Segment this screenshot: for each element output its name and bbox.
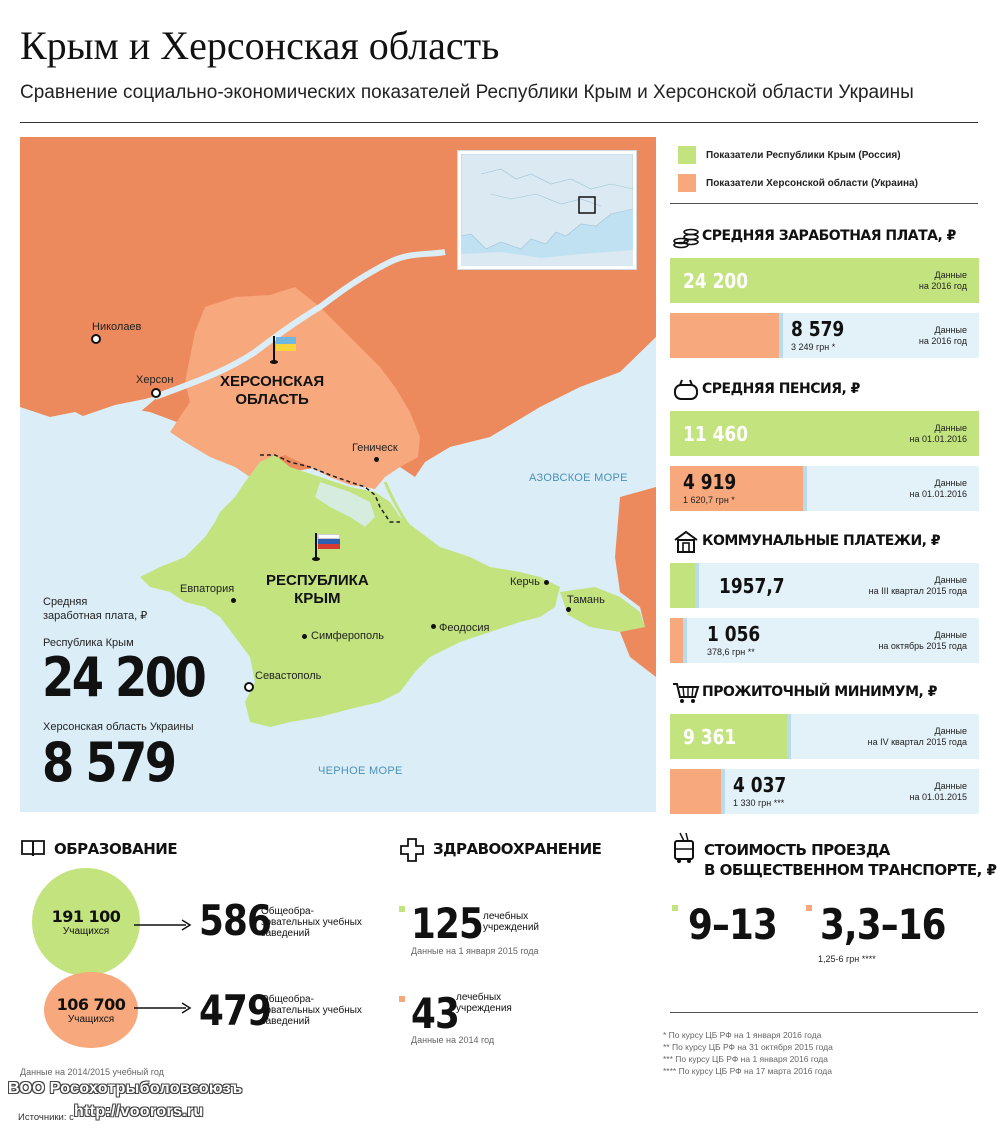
city-label-kerch: Керчь <box>510 576 540 588</box>
health-kherson-bullet <box>399 996 405 1002</box>
transport-title-line1: СТОИМОСТЬ ПРОЕЗДА <box>704 841 890 859</box>
bar-sub-kherson: 1 620,7 грн * <box>683 495 735 505</box>
inset-map <box>457 150 637 270</box>
indicator-bar-kherson <box>670 313 979 358</box>
education-crimea-schools-label: Общеобра-зовательных учебных заведений <box>261 906 362 939</box>
indicator-bar-crimea <box>670 714 979 759</box>
bar-note-line2: на 01.01.2016 <box>909 489 967 499</box>
indicator-bar-crimea <box>670 411 979 456</box>
transport-divider <box>670 1012 978 1013</box>
bar-note-line2: на октябрь 2015 года <box>878 641 967 651</box>
bar-edge <box>695 563 699 608</box>
bar-note-crimea <box>919 270 967 292</box>
bar-value-crimea: 1957,7 <box>719 574 785 598</box>
page-subtitle: Сравнение социально-экономических показателей Республики Крым и Херсонской области Украины <box>20 82 914 103</box>
legend-text-crimea: Показатели Республики Крым (Россия) <box>706 150 901 161</box>
indicator-bar-crimea <box>670 258 979 303</box>
russia-flag-icon <box>315 533 341 559</box>
bar-fill-kherson <box>670 769 721 814</box>
bar-note-line1: Данные <box>934 726 967 736</box>
transport-title-line2: В ОБЩЕСТВЕННОМ ТРАНСПОРТЕ, ₽ <box>704 861 997 879</box>
bar-fill-crimea <box>670 563 695 608</box>
education-kherson-students-label: Учащихся <box>67 1014 115 1025</box>
arrow-icon <box>134 1002 192 1014</box>
legend-text-kherson: Показатели Херсонской области (Украина) <box>706 178 918 189</box>
bar-value-crimea: 9 361 <box>683 725 737 749</box>
indicator-title: СРЕДНЯЯ ПЕНСИЯ, ₽ <box>702 381 860 397</box>
city-label-evpatoria: Евпатория <box>180 583 235 595</box>
overlay-crimea-value: 24 200 <box>42 646 205 709</box>
bar-note-kherson <box>919 325 967 347</box>
page-title: Крым и Херсонская область <box>20 23 500 68</box>
education-kherson-schools-label: Общеобра-зовательных учебных заведений <box>261 994 362 1027</box>
transport-title <box>704 840 996 880</box>
bar-note-line2: на 2016 год <box>918 336 967 346</box>
bar-sub-kherson: 378,6 грн ** <box>707 647 755 657</box>
indicator-title: СРЕДНЯЯ ЗАРАБОТНАЯ ПЛАТА, ₽ <box>702 228 956 244</box>
city-marker-feodosia <box>431 624 436 629</box>
region-label-crimea <box>266 572 369 608</box>
bar-note-line2: на III квартал 2015 года <box>868 586 967 596</box>
city-label-simferopol: Симферополь <box>311 630 385 642</box>
watermark-line1: ВОО Росохотрыболовсоюзъ <box>8 1080 243 1097</box>
city-label-genichesk: Геническ <box>352 442 398 454</box>
bar-edge <box>779 313 783 358</box>
overlay-kherson-label: Херсонская область Украины <box>43 721 194 733</box>
bar-note-kherson <box>878 630 967 652</box>
health-crimea-value: 125 <box>411 899 483 948</box>
city-label-kherson: Херсон <box>136 374 174 386</box>
region-label-kherson-line2: ОБЛАСТЬ <box>235 391 309 408</box>
medical-cross-icon <box>399 837 425 863</box>
city-marker-nikolaev <box>91 334 101 344</box>
sources: Источники: с <box>18 1112 74 1123</box>
region-label-kherson <box>220 373 324 409</box>
bar-note-line2: на 01.01.2015 <box>909 792 967 802</box>
overlay-kherson-value: 8 579 <box>42 731 175 794</box>
transport-crimea-value: 9–13 <box>688 900 777 949</box>
bar-note-line2: на 01.01.2016 <box>909 434 967 444</box>
region-label-kherson-line1: ХЕРСОНСКАЯ <box>220 373 325 390</box>
city-marker-kerch <box>544 580 549 585</box>
region-label-crimea-line2: КРЫМ <box>294 590 341 607</box>
bar-value-crimea: 24 200 <box>683 269 749 293</box>
bar-edge <box>683 618 687 663</box>
health-kherson-label: лечебных учреждения <box>456 992 512 1014</box>
bar-fill-kherson <box>670 313 779 358</box>
bar-edge <box>787 714 791 759</box>
transport-kherson-bullet <box>806 905 812 911</box>
indicator-bar-kherson <box>670 769 979 814</box>
map <box>20 137 656 812</box>
education-note: Данные на 2014/2015 учебный год <box>20 1067 164 1077</box>
bar-note-line2: на IV квартал 2015 года <box>867 737 967 747</box>
indicator-title: ПРОЖИТОЧНЫЙ МИНИМУМ, ₽ <box>702 684 937 700</box>
bar-note-crimea <box>869 575 967 597</box>
city-marker-kherson <box>151 388 161 398</box>
footnote-4: **** По курсу ЦБ РФ на 17 марта 2016 года <box>663 1066 832 1076</box>
bar-value-kherson: 8 579 <box>791 317 845 341</box>
city-marker-evpatoria <box>231 598 236 603</box>
bar-value-kherson: 4 919 <box>683 470 737 494</box>
education-kherson-students: 106 700 <box>56 995 126 1014</box>
bar-note-line1: Данные <box>934 423 967 433</box>
kuban-coast <box>615 487 656 677</box>
bar-edge <box>721 769 725 814</box>
bar-value-kherson: 1 056 <box>707 622 761 646</box>
bar-note-line1: Данные <box>934 630 967 640</box>
education-crimea-schools: 586 <box>199 896 271 945</box>
bar-note-line1: Данные <box>934 325 967 335</box>
house-icon <box>672 530 698 552</box>
education-title: ОБРАЗОВАНИЕ <box>54 840 178 858</box>
header-divider <box>20 122 978 123</box>
sea-label-black: ЧЕРНОЕ МОРЕ <box>318 765 403 777</box>
footnote-1: * По курсу ЦБ РФ на 1 января 2016 года <box>663 1030 822 1040</box>
city-marker-sevastopol <box>244 682 254 692</box>
coins-icon <box>672 225 698 247</box>
bar-note-line2: на 2016 год <box>918 281 967 291</box>
overlay-crimea-label: Республика Крым <box>43 637 134 649</box>
indicator-bar-kherson <box>670 466 979 511</box>
city-marker-genichesk <box>374 457 379 462</box>
bar-value-crimea: 11 460 <box>683 422 749 446</box>
sea-label-azov: АЗОВСКОЕ МОРЕ <box>529 472 628 484</box>
transport-crimea-bullet <box>672 905 678 911</box>
health-title: ЗДРАВООХРАНЕНИЕ <box>433 840 602 858</box>
health-kherson-value: 43 <box>411 989 459 1038</box>
bar-edge <box>803 466 807 511</box>
city-marker-taman <box>566 607 571 612</box>
region-label-crimea-line1: РЕСПУБЛИКА <box>266 572 369 589</box>
bar-note-crimea <box>909 423 967 445</box>
city-marker-simferopol <box>302 634 307 639</box>
book-icon <box>20 838 46 858</box>
bar-note-line1: Данные <box>934 575 967 585</box>
health-crimea-label: лечебных учреждений <box>483 911 540 933</box>
overlay-caption-line1: Средняя <box>43 596 88 608</box>
overlay-caption <box>43 595 147 623</box>
indicator-bar-crimea <box>670 563 979 608</box>
bar-sub-kherson: 1 330 грн *** <box>733 798 785 808</box>
arrow-icon <box>134 919 192 931</box>
health-crimea-bullet <box>399 906 405 912</box>
legend-swatch-crimea <box>678 146 696 164</box>
transport-kherson-value: 3,3–16 <box>820 900 946 949</box>
bar-note-line1: Данные <box>934 478 967 488</box>
health-crimea-note: Данные на 1 января 2015 года <box>411 946 539 956</box>
footnote-2: ** По курсу ЦБ РФ на 31 октября 2015 года <box>663 1042 833 1052</box>
ukraine-flag-icon <box>273 336 297 362</box>
bar-note-crimea <box>868 726 967 748</box>
bar-note-kherson <box>909 478 967 500</box>
education-kherson-circle <box>44 972 138 1048</box>
bar-note-line1: Данные <box>934 781 967 791</box>
legend-divider <box>670 203 978 204</box>
education-kherson-schools: 479 <box>199 986 271 1035</box>
trolleybus-icon <box>672 832 696 864</box>
inset-map-canvas <box>461 154 633 266</box>
indicator-bar-kherson <box>670 618 979 663</box>
city-label-nikolaev: Николаев <box>92 321 142 333</box>
cart-icon <box>672 681 698 703</box>
footnote-3: *** По курсу ЦБ РФ на 1 января 2016 года <box>663 1054 828 1064</box>
bar-note-line1: Данные <box>934 270 967 280</box>
watermark-line2: http://voorors.ru <box>74 1103 204 1120</box>
overlay-caption-line2: заработная плата, ₽ <box>43 610 148 622</box>
education-crimea-students: 191 100 <box>51 907 121 926</box>
wallet-icon <box>672 378 698 400</box>
bar-value-kherson: 4 037 <box>733 773 787 797</box>
bar-note-kherson <box>909 781 967 803</box>
bar-fill-kherson <box>670 618 683 663</box>
city-label-feodosia: Феодосия <box>439 622 490 634</box>
education-crimea-circle <box>32 868 140 976</box>
education-crimea-students-label: Учащихся <box>62 926 110 937</box>
bar-sub-kherson: 3 249 грн * <box>791 342 836 352</box>
city-label-taman: Тамань <box>567 594 605 606</box>
health-kherson-note: Данные на 2014 год <box>411 1035 495 1045</box>
transport-kherson-sub: 1,25-6 грн **** <box>818 954 876 964</box>
legend-swatch-kherson <box>678 174 696 192</box>
city-label-sevastopol: Севастополь <box>255 670 322 682</box>
indicator-title: КОММУНАЛЬНЫЕ ПЛАТЕЖИ, ₽ <box>702 533 941 549</box>
